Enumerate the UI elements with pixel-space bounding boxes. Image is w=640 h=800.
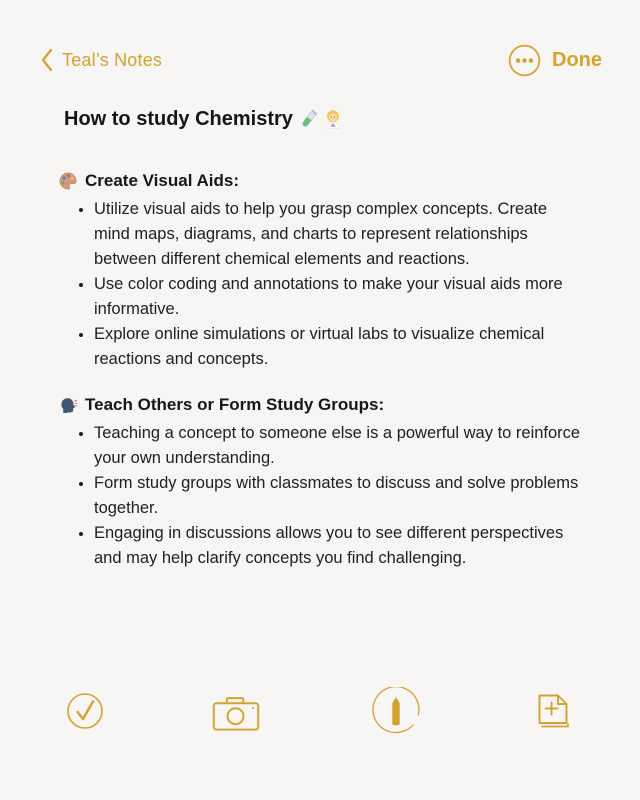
note-title [64, 106, 582, 132]
note-title-emojis [298, 108, 344, 130]
section-heading [58, 392, 582, 417]
bullet-item: • Utilize visual aids to help you grasp complex concepts. Create mind maps, diagrams, and charts to represent relationships between different chemical elements and reactions. [94, 197, 582, 272]
test-tube-emoji [298, 108, 320, 130]
new-note-icon [534, 693, 572, 731]
woman-scientist-emoji [322, 108, 344, 130]
new-note-button[interactable] [534, 693, 572, 731]
back-button[interactable] [40, 48, 162, 72]
section-heading-label: Teach Others or Form Study Groups: [85, 395, 385, 414]
more-options-button[interactable] [508, 44, 541, 77]
checklist-button[interactable] [66, 692, 104, 730]
palette-emoji [58, 171, 78, 191]
markup-icon [371, 687, 421, 737]
camera-button[interactable] [212, 695, 260, 731]
bottom-toolbar [0, 680, 640, 750]
nav-bar [40, 42, 602, 78]
speaking-head-emoji [58, 395, 78, 415]
bullet-item: • Explore online simulations or virtual labs to visualize chemical reactions and concepts. [94, 322, 582, 372]
nav-right-group [508, 44, 602, 77]
bullet-item: • Form study groups with classmates to discuss and solve problems together. [94, 471, 582, 521]
note-sections [58, 168, 582, 571]
bullet-list [58, 197, 582, 372]
camera-icon [212, 695, 260, 731]
chevron-left-icon [40, 48, 53, 72]
test-tube-emoji [298, 108, 320, 130]
woman-scientist-emoji [322, 108, 344, 130]
section-heading [58, 168, 582, 193]
bullet-list [58, 421, 582, 571]
section-heading-label: Create Visual Aids: [85, 171, 240, 190]
note-editor-area[interactable] [58, 106, 582, 571]
back-label: Teal’s Notes [62, 49, 163, 70]
palette-emoji [58, 171, 78, 191]
ellipsis-circle-icon [508, 44, 541, 77]
bullet-item: • Use color coding and annotations to make your visual aids more informative. [94, 272, 582, 322]
bullet-item: • Engaging in discussions allows you to see different perspectives and may help clarify concepts you find challenging. [94, 521, 582, 571]
speaking-head-emoji [58, 395, 78, 415]
done-button[interactable]: Done [552, 48, 602, 71]
bullet-item: • Teaching a concept to someone else is a powerful way to reinforce your own understanding. [94, 421, 582, 471]
note-title-text: How to study Chemistry [64, 108, 293, 130]
checklist-icon [66, 692, 104, 730]
note-section [58, 168, 582, 372]
markup-button[interactable] [371, 687, 421, 737]
note-section [58, 392, 582, 571]
